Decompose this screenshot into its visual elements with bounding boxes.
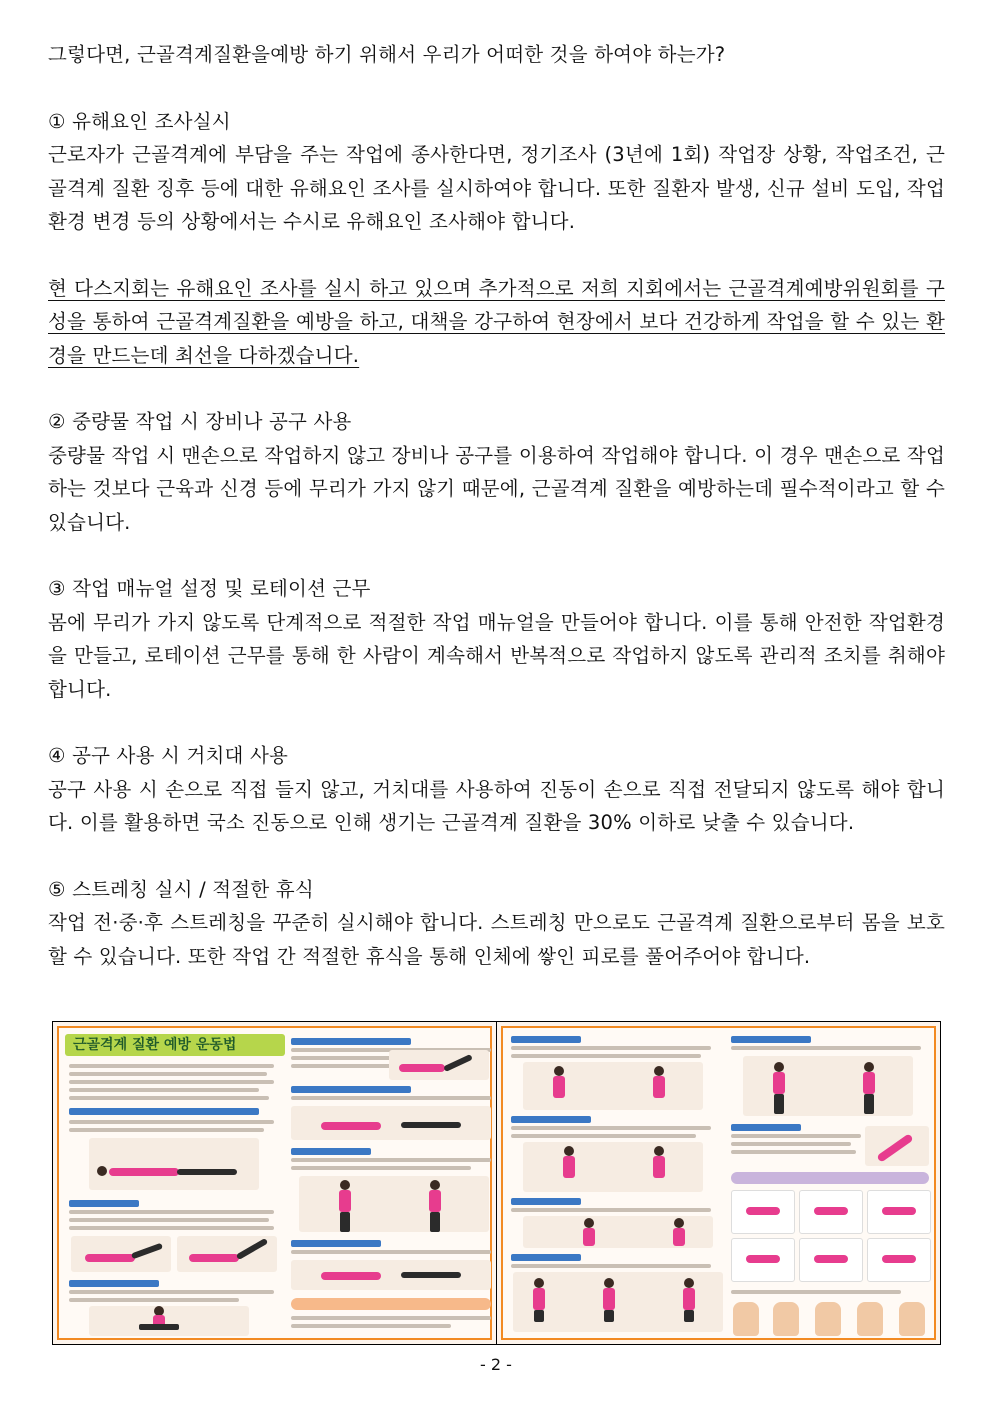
section-4-heading: ④ 공구 사용 시 거치대 사용	[48, 744, 289, 767]
poster-title: 근골격계 질환 예방 운동법	[65, 1034, 285, 1056]
figure-hip-stretch	[177, 1236, 277, 1272]
page-number: - 2 -	[480, 1355, 512, 1374]
document-body	[48, 38, 945, 973]
poster-left-panel	[53, 1022, 497, 1344]
section-2-heading: ② 중량물 작업 시 장비나 공구 사용	[48, 410, 352, 433]
figure-knee-stretch	[71, 1236, 171, 1272]
stretching-poster-images	[52, 1021, 941, 1345]
section-1-heading: ① 유해요인 조사실시	[48, 109, 231, 133]
figure-lunge-stretch	[89, 1306, 249, 1336]
figure-back-stretch	[291, 1260, 491, 1290]
section-2-body: 중량물 작업 시 맨손으로 작업하지 않고 장비나 공구를 이용하여 작업해야 합니다. 이 경우 맨손으로 작업하는 것보다 근육과 신경 등에 무리가 가지 않기 때문에, 근골격계 질환을 예방하는데 필수적이라고 할 수 있습니다.	[48, 443, 945, 534]
underlined-note: 현 다스지회는 유해요인 조사를 실시 하고 있으며 추가적으로 저희 지회에서는 근골격계예방위원회를 구성을 통하여 근골격계질환을 예방을 하고, 대책을 강구하여 현장에서 보다 건강하게 작업을 할 수 있는 환경을 만드는데 최선을 다하겠습니다.	[48, 276, 945, 367]
figure-hand-exercises	[731, 1298, 931, 1338]
figure-hip-rotation	[389, 1050, 489, 1080]
section-5-heading: ⑤ 스트레칭 실시 / 적절한 휴식	[48, 877, 314, 901]
figure-thigh-stretch	[291, 1106, 491, 1140]
section-4-body: 공구 사용 시 손으로 직접 들지 않고, 거치대를 사용하여 진동이 손으로 직접 전달되지 않도록 해야 합니다. 이를 활용하면 국소 진동으로 인해 생기는 근골격계 질환을 30% 이하로 낮출 수 있습니다.	[48, 777, 945, 834]
figure-standing-stretch	[299, 1176, 489, 1232]
figure-overhead-stretch	[865, 1126, 929, 1166]
figure-wrist-stretch	[513, 1272, 723, 1332]
figure-lying-stretch	[89, 1138, 259, 1190]
figure-side-raise	[743, 1056, 913, 1116]
poster-right-panel	[497, 1022, 940, 1344]
figure-arm-stretch	[523, 1216, 713, 1248]
section-1-body: 근로자가 근골격계에 부담을 주는 작업에 종사한다면, 정기조사 (3년에 1회) 작업장 상황, 작업조건, 근골격계 질환 징후 등에 대한 유해요인 조사를 실시하여야 합니다. 또한 질환자 발생, 신규 설비 도입, 작업환경 변경 등의 상황에서는 수시로 유해요인 조사해야 합니다.	[48, 143, 945, 233]
intro-question: 그렇다면, 근골격계질환을예방 하기 위해서 우리가 어떠한 것을 하여야 하는가?	[48, 43, 726, 66]
figure-shoulder-raise	[523, 1142, 703, 1192]
section-3-heading: ③ 작업 매뉴얼 설정 및 로테이션 근무	[48, 577, 371, 600]
figure-neck-stretch	[523, 1062, 703, 1110]
section-5-body: 작업 전·중·후 스트레칭을 꾸준히 실시해야 합니다. 스트레칭 만으로도 근골격계 질환으로부터 몸을 보호할 수 있습니다. 또한 작업 간 적절한 휴식을 통해 인체에 쌓인 피로를 풀어주어야 합니다.	[48, 911, 945, 968]
section-3-body: 몸에 무리가 가지 않도록 단계적으로 적절한 작업 매뉴얼을 만들어야 합니다. 이를 통해 안전한 작업환경을 만들고, 로테이션 근무를 통해 한 사람이 계속해서 반복적으로 작업하지 않도록 관리적 조치를 취해야 합니다.	[48, 610, 945, 701]
